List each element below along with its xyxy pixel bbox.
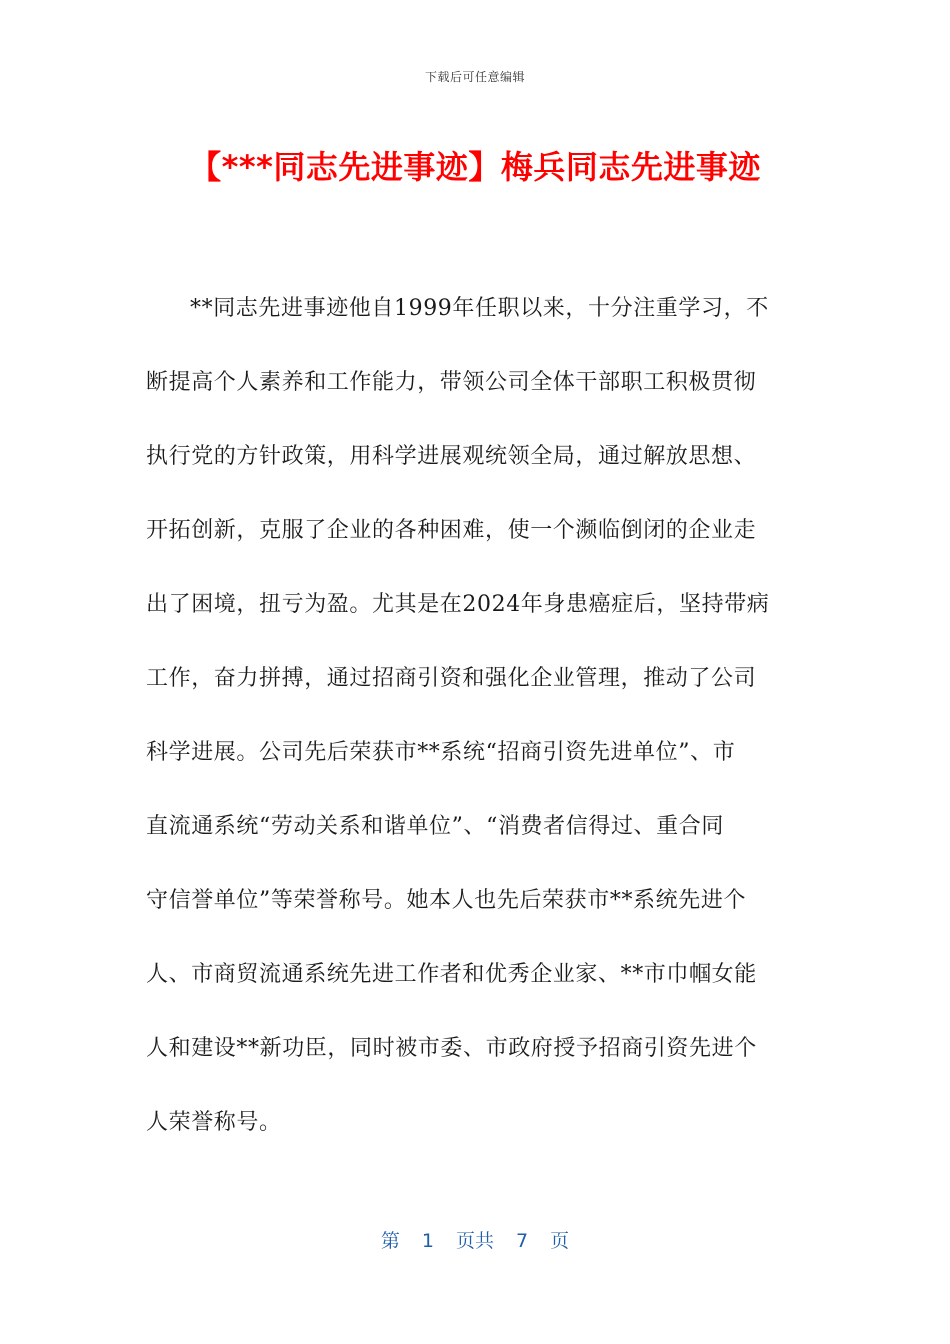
body-line: 断提高个人素养和工作能力，带领公司全体干部职工积极贯彻	[146, 370, 757, 395]
body-line: **同志先进事迹他自1999年任职以来，十分注重学习，不	[190, 296, 769, 321]
body-line: 人荣誉称号。	[146, 1110, 282, 1135]
page-prefix: 第	[380, 1230, 400, 1252]
body-line: 直流通系统“劳动关系和谐单位”、“消费者信得过、重合同	[146, 814, 724, 839]
header-note: 下载后可任意编辑	[424, 70, 525, 84]
body-line: 工作，奋力拼搏，通过招商引资和强化企业管理，推动了公司	[146, 666, 757, 691]
body-line: 执行党的方针政策，用科学进展观统领全局，通过解放思想、	[146, 444, 757, 469]
page-suffix: 页	[550, 1230, 570, 1252]
body-line: 守信誉单位”等荣誉称号。她本人也先后荣获市**系统先进个	[146, 888, 747, 913]
body-line: 人和建设**新功臣，同时被市委、市政府授予招商引资先进个	[146, 1036, 757, 1061]
page-total: 7	[516, 1230, 529, 1252]
document-title: 【***同志先进事迹】梅兵同志先进事迹	[189, 148, 761, 186]
body-line: 科学进展。公司先后荣获市**系统“招商引资先进单位”、市	[146, 740, 736, 765]
page-footer	[0, 1226, 950, 1253]
page-number: 1	[421, 1230, 434, 1252]
page-middle: 页共	[455, 1230, 494, 1252]
body-line: 出了困境，扭亏为盈。尤其是在2024年身患癌症后，坚持带病	[146, 592, 770, 617]
body-line: 人、市商贸流通系统先进工作者和优秀企业家、**市巾帼女能	[146, 962, 757, 987]
body-line: 开拓创新，克服了企业的各种困难，使一个濒临倒闭的企业走	[146, 518, 757, 543]
document-body	[146, 272, 806, 1160]
